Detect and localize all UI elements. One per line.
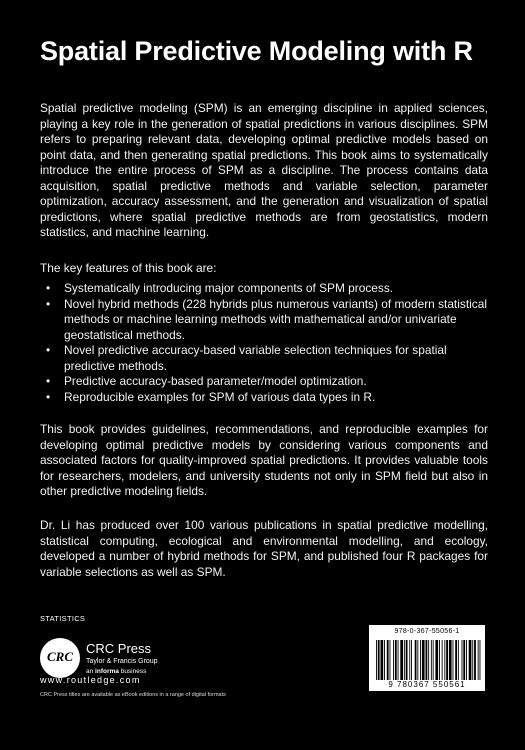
barcode-bar (404, 640, 405, 680)
publisher-group: Taylor & Francis Group (86, 658, 158, 665)
barcode-bar (455, 640, 457, 680)
isbn-number: 978-0-367-55056-1 (394, 628, 460, 635)
barcode-bar (442, 640, 443, 680)
barcode-bar (415, 640, 417, 680)
subline-suffix: business (120, 668, 147, 675)
barcode-bar (428, 640, 429, 680)
book-title: Spatial Predictive Modeling with R (40, 36, 473, 66)
publisher-subline (86, 668, 146, 675)
author-paragraph: Dr. Li has produced over 100 various publications in spatial predictive modelling, statistical computing, ecological and environmental modelling, and ecology, developed a number of hybrid methods for SPM, and published four R packages for variable selections as well as SPM. (40, 518, 488, 579)
barcode-bar (480, 640, 481, 680)
barcode-digits: 9 780367 550561 (388, 680, 466, 689)
feature-text: Systematically introducing major components of SPM process. (64, 281, 394, 295)
features-intro: The key features of this book are: (40, 261, 217, 275)
barcode-bar (439, 640, 440, 680)
logo-text: CRC (47, 649, 74, 664)
barcode-bar (466, 640, 467, 680)
barcode-bar (469, 640, 472, 680)
feature-text: Predictive accuracy-based parameter/model optimization. (64, 374, 367, 388)
isbn-barcode-box (369, 625, 485, 691)
barcode-bar (453, 640, 454, 680)
subline-prefix: an (86, 668, 94, 675)
barcode-bar (406, 640, 408, 680)
barcode-bar (449, 640, 452, 680)
subline-brand: informa (95, 668, 119, 675)
barcode-bar (433, 640, 434, 680)
list-item (40, 297, 488, 344)
feature-text: Novel predictive accuracy-based variable selection techniques for spatial predictive methods. (64, 343, 447, 373)
bullet-icon: • (46, 374, 51, 388)
publisher-website: www.routledge.com (40, 675, 141, 685)
barcode-bar (435, 640, 438, 680)
barcode-bar (376, 640, 377, 680)
crc-logo-icon (40, 638, 80, 678)
barcode-bar (420, 640, 421, 680)
barcode-bar (393, 640, 394, 680)
bullet-icon: • (46, 343, 51, 357)
barcode-bar (422, 640, 425, 680)
barcode-bar (409, 640, 410, 680)
bullet-icon: • (46, 389, 51, 404)
barcode-bar (458, 640, 459, 680)
barcode-bar (463, 640, 465, 680)
list-item (40, 374, 488, 390)
bullet-icon: • (46, 296, 51, 311)
guidelines-paragraph: This book provides guidelines, recommendations, and reproducible examples for developing optimal predictive models by considering various components and associated factors for quality-improved spatial predictions. It provides valuable tools for researchers, modelers, and university students not only in SPM field but also in other predictive modeling fields. (40, 422, 488, 498)
barcode-bar (400, 640, 403, 680)
barcode-bar (431, 640, 432, 680)
barcode-bar (462, 640, 463, 680)
barcode-bar (384, 640, 385, 680)
barcode-bar (444, 640, 445, 680)
barcode-bar (378, 640, 380, 680)
barcode-bar (417, 640, 418, 680)
barcode-icon (376, 640, 482, 680)
publisher-name: CRC Press (86, 641, 152, 656)
category-label: STATISTICS (40, 614, 86, 623)
barcode-bar (381, 640, 384, 680)
barcode-bar (446, 640, 448, 680)
list-item (40, 343, 488, 374)
barcode-bar (411, 640, 412, 680)
barcode-bar (478, 640, 479, 680)
ebook-note: CRC Press titles are available as eBook editions in a range of digital formats (40, 692, 226, 698)
features-list (40, 281, 488, 405)
barcode-bar (398, 640, 399, 680)
barcode-bar (472, 640, 473, 680)
barcode-bar (390, 640, 391, 680)
intro-paragraph: Spatial predictive modeling (SPM) is an emerging discipline in applied sciences, playing a key role in the generation of spatial predictions in various disciplines. SPM refers to preparing relevant data, developing optimal predictive models based on point data, and then generating spatial predictions. This book aims to systematically introduce the entire process of SPM as a discipline. The process contains data acquisition, spatial predictive methods and variable selection, parameter optimization, accuracy assessment, and the generation and visualization of spatial predictions, where spatial predictive methods are from geostatistics, modern statistics, and machine learning. (40, 101, 488, 239)
barcode-bar (426, 640, 428, 680)
feature-text: Reproducible examples for SPM of various data types in R. (64, 389, 376, 404)
barcode-bar (474, 640, 476, 680)
barcode-bar (387, 640, 389, 680)
barcode-bar (395, 640, 397, 680)
list-item (40, 390, 488, 406)
list-item (40, 281, 488, 297)
feature-text: Novel hybrid methods (228 hybrids plus numerous variants) of modern statistical methods or machine learning methods with mathematical and/or univariate geostatistical methods. (64, 296, 487, 342)
bullet-icon: • (46, 281, 51, 295)
